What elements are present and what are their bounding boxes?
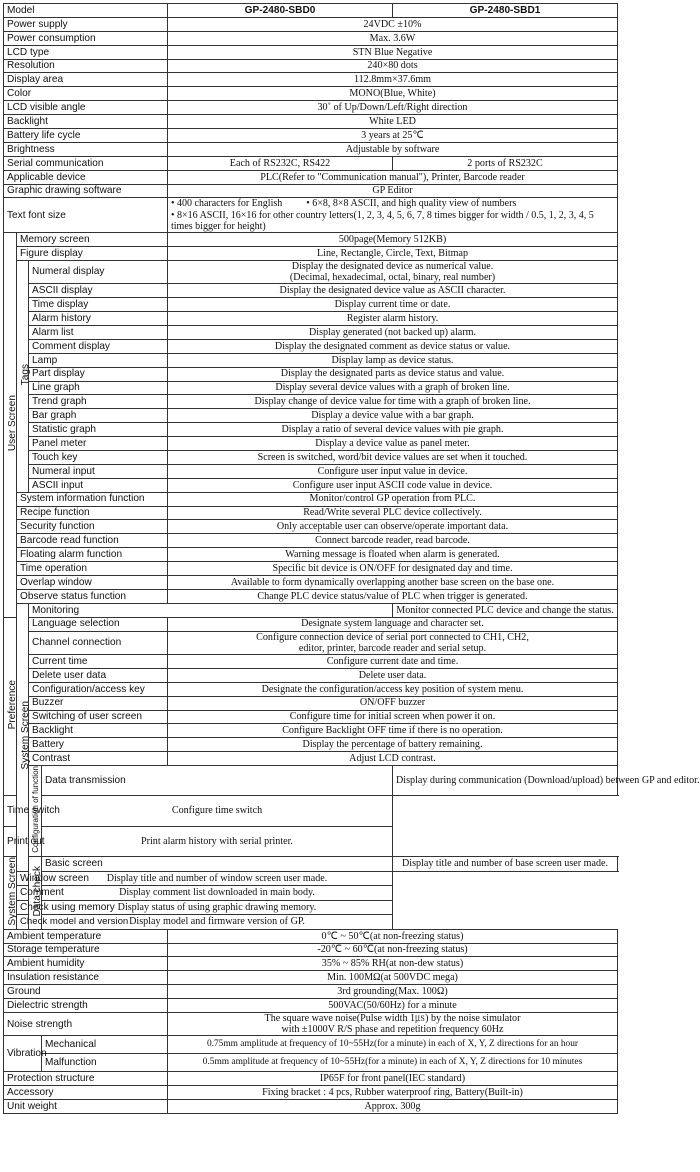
spec-row [4, 668, 618, 682]
spec-label: Numeral display [29, 260, 168, 283]
spec-row [4, 31, 618, 45]
vibration-sub-label: Mechanical [42, 1036, 168, 1054]
spec-value: Display comment list downloaded in main body. [42, 886, 393, 901]
spec-row [4, 367, 618, 381]
spec-value: White LED [168, 115, 618, 129]
spec-label: Part display [29, 367, 168, 381]
spec-row [4, 353, 618, 367]
spec-label: Unit weight [4, 1100, 168, 1114]
spec-value: Line, Rectangle, Circle, Text, Bitmap [168, 246, 618, 260]
user-screen-group: User Screen [4, 233, 17, 618]
spec-label: Protection structure [4, 1072, 168, 1086]
spec-row [4, 45, 618, 59]
font-line: • 8×16 ASCII, 16×16 for other country letters(1, 2, 3, 4, 5, 6, 7, 8 times bigger for width / 0.5, 1, 2, 3, 4, 5 times bigger for height) [171, 209, 594, 232]
spec-value: 240×80 dots [168, 59, 618, 73]
serial-sbd1-value: 2 ports of RS232C [393, 156, 618, 170]
spec-value: Connect barcode reader, read barcode. [168, 534, 618, 548]
spec-row [4, 796, 618, 826]
spec-row [4, 943, 618, 957]
spec-value: 500VAC(50/60Hz) for a minute [168, 999, 618, 1013]
font-line: • 400 characters for English [171, 198, 283, 210]
vibration-row [4, 1036, 618, 1054]
spec-label: Switching of user screen [29, 710, 168, 724]
spec-row [4, 534, 618, 548]
data-check-screen-group: System Screen [4, 857, 17, 930]
spec-value: Configure connection device of serial port connected to CH1, CH2, editor, printer, barcode reader and serial setup. [168, 631, 618, 654]
spec-value: Display change of device value for time with a graph of broken line. [168, 395, 618, 409]
spec-row [4, 929, 618, 943]
spec-label: Data transmission [42, 766, 393, 796]
noise-row [4, 1013, 618, 1036]
spec-label: Bar graph [29, 409, 168, 423]
spec-row [4, 233, 618, 247]
spec-row [4, 381, 618, 395]
spec-value: Configure user input value in device. [168, 464, 618, 478]
config-group: Configuration of function [29, 766, 42, 857]
spec-label: Text font size [4, 198, 168, 233]
spec-value: STN Blue Negative [168, 45, 618, 59]
spec-value: Max. 3.6W [168, 31, 618, 45]
spec-label: Contrast [29, 752, 168, 766]
spec-label: Battery [29, 738, 168, 752]
spec-row [4, 562, 618, 576]
spec-label: Insulation resistance [4, 971, 168, 985]
spec-row [4, 17, 618, 31]
spec-label: Ground [4, 985, 168, 999]
spec-value: 35% ~ 85% RH(at non-dew status) [168, 957, 618, 971]
spec-label: Touch key [29, 450, 168, 464]
spec-row [4, 1072, 618, 1086]
vibration-label: Vibration [4, 1036, 42, 1072]
spec-value: Display several device values with a graph of broken line. [168, 381, 618, 395]
spec-row [4, 985, 618, 999]
spec-label: Numeral input [29, 464, 168, 478]
spec-value: 0℃ ~ 50℃(at non-freezing status) [168, 929, 618, 943]
spec-row [4, 298, 618, 312]
model-sbd1: GP-2480-SBD1 [393, 4, 618, 18]
spec-value: 0.75mm amplitude at frequency of 10~55Hz(for a minute) in each of X, Y, Z directions for an hour [168, 1036, 618, 1054]
spec-label: Alarm history [29, 312, 168, 326]
vibration-row [4, 1054, 618, 1072]
spec-value: Display a device value as panel meter. [168, 437, 618, 451]
spec-value: 30˚ of Up/Down/Left/Right direction [168, 101, 618, 115]
spec-label: LCD visible angle [4, 101, 168, 115]
spec-value: Approx. 300g [168, 1100, 618, 1114]
serial-sbd0-value: Each of RS232C, RS422 [168, 156, 393, 170]
spec-row [4, 766, 618, 796]
spec-label: Statistic graph [29, 423, 168, 437]
spec-label: Configuration/access key [29, 682, 168, 696]
spec-label: Applicable device [4, 170, 168, 184]
spec-label: Buzzer [29, 696, 168, 710]
spec-label: Trend graph [29, 395, 168, 409]
model-sbd0: GP-2480-SBD0 [168, 4, 393, 18]
spec-label: Security function [17, 520, 168, 534]
spec-row [4, 617, 618, 631]
spec-row [4, 325, 618, 339]
spec-value: PLC(Refer to "Communication manual"), Printer, Barcode reader [168, 170, 618, 184]
spec-row [4, 492, 618, 506]
spec-label: Delete user data [29, 668, 168, 682]
spec-row [4, 752, 618, 766]
spec-label: Window screen [17, 871, 42, 886]
spec-label: Ambient humidity [4, 957, 168, 971]
spec-value: Display lamp as device status. [168, 353, 618, 367]
spec-value: Display status of using graphic drawing memory. [42, 900, 393, 915]
spec-table [3, 3, 700, 1114]
spec-label: Line graph [29, 381, 168, 395]
preference-group: Preference [4, 617, 17, 796]
spec-row [4, 260, 618, 283]
spec-label: Storage temperature [4, 943, 168, 957]
spec-row [4, 589, 618, 603]
spec-value: 112.8mm×37.6mm [168, 73, 618, 87]
vibration-sub-label: Malfunction [42, 1054, 168, 1072]
spec-label: Alarm list [29, 325, 168, 339]
spec-row [4, 724, 618, 738]
spec-row [4, 857, 618, 872]
spec-row [4, 284, 618, 298]
spec-row [4, 520, 618, 534]
spec-label: Brightness [4, 142, 168, 156]
spec-value: Adjust LCD contrast. [168, 752, 618, 766]
spec-row [4, 654, 618, 668]
spec-label: Channel connection [29, 631, 168, 654]
spec-value: Display the designated parts as device status and value. [168, 367, 618, 381]
spec-row [4, 464, 618, 478]
spec-label: Figure display [17, 246, 168, 260]
spec-row [4, 87, 618, 101]
spec-value: 3 years at 25℃ [168, 129, 618, 143]
spec-value: Designate the configuration/access key position of system menu. [168, 682, 618, 696]
spec-value: Display the designated device value as ASCII character. [168, 284, 618, 298]
spec-value: Register alarm history. [168, 312, 618, 326]
spec-label: Time display [29, 298, 168, 312]
spec-value: The square wave noise(Pulse width 1㎲) by the noise simulator with ±1000V R/S phase and repetition frequency 60Hz [168, 1013, 618, 1036]
header-row [4, 4, 618, 18]
spec-label: Observe status function [17, 589, 168, 603]
spec-label: Power supply [4, 17, 168, 31]
spec-label: Lamp [29, 353, 168, 367]
spec-row [4, 682, 618, 696]
spec-row [4, 826, 618, 856]
spec-value: Designate system language and character set. [168, 617, 618, 631]
spec-label: Time switch [4, 796, 29, 826]
spec-value: Screen is switched, word/bit device values are set when it touched. [168, 450, 618, 464]
spec-label: Graphic drawing software [4, 184, 168, 198]
spec-row [4, 59, 618, 73]
spec-value: 500page(Memory 512KB) [168, 233, 618, 247]
spec-row [4, 548, 618, 562]
spec-row [4, 871, 618, 886]
spec-value: Configure current date and time. [168, 654, 618, 668]
spec-label: Time operation [17, 562, 168, 576]
spec-row [4, 395, 618, 409]
spec-label: Floating alarm function [17, 548, 168, 562]
spec-value: Fixing bracket : 4 pcs, Rubber waterproof ring, Battery(Built-in) [168, 1086, 618, 1100]
spec-value: Change PLC device status/value of PLC when trigger is generated. [168, 589, 618, 603]
spec-label: Barcode read function [17, 534, 168, 548]
spec-value: Display the designated comment as device status or value. [168, 339, 618, 353]
spec-value: Display the designated device as numerical value. (Decimal, hexadecimal, octal, binary, real number) [168, 260, 618, 283]
spec-row [4, 450, 618, 464]
spec-value: GP Editor [168, 184, 618, 198]
spec-label: Recipe function [17, 506, 168, 520]
spec-label: ASCII input [29, 478, 168, 492]
spec-row [4, 170, 618, 184]
model-label: Model [4, 4, 168, 18]
spec-value: Warning message is floated when alarm is generated. [168, 548, 618, 562]
spec-value: Configure time switch [42, 796, 393, 826]
spec-row [4, 738, 618, 752]
spec-value: Read/Write several PLC device collectively. [168, 506, 618, 520]
system-screen-group: System Screen [17, 603, 29, 871]
spec-value: Display model and firmware version of GP. [42, 915, 393, 930]
spec-row [4, 73, 618, 87]
spec-label: Panel meter [29, 437, 168, 451]
spec-value: MONO(Blue, White) [168, 87, 618, 101]
spec-value: 3rd grounding(Max. 100Ω) [168, 985, 618, 999]
spec-row [4, 101, 618, 115]
spec-value: ON/OFF buzzer [168, 696, 618, 710]
data-check-group: Data check [29, 857, 42, 930]
spec-value: Specific bit device is ON/OFF for designated day and time. [168, 562, 618, 576]
spec-label: Accessory [4, 1086, 168, 1100]
spec-row [4, 312, 618, 326]
spec-row [4, 575, 618, 589]
spec-label: Print out [4, 826, 29, 856]
spec-value: Monitor/control GP operation from PLC. [168, 492, 618, 506]
spec-row [4, 409, 618, 423]
spec-row [4, 915, 618, 930]
font-value [168, 198, 618, 233]
spec-row [4, 437, 618, 451]
spec-label: Check model and version [17, 915, 42, 930]
spec-label: Battery life cycle [4, 129, 168, 143]
spec-value: Display a device value with a bar graph. [168, 409, 618, 423]
spec-label: Dielectric strength [4, 999, 168, 1013]
spec-label: Check using memory [17, 900, 42, 915]
spec-row [4, 246, 618, 260]
spec-label: Monitoring [29, 603, 393, 617]
spec-row [4, 184, 618, 198]
spec-value: -20℃ ~ 60℃(at non-freezing status) [168, 943, 618, 957]
spec-row [4, 603, 618, 617]
spec-value: IP65F for front panel(IEC standard) [168, 1072, 618, 1086]
spec-label: Comment display [29, 339, 168, 353]
spec-label: Current time [29, 654, 168, 668]
spec-label: Memory screen [17, 233, 168, 247]
spec-row [4, 478, 618, 492]
spec-label: Power consumption [4, 31, 168, 45]
spec-row [4, 115, 618, 129]
serial-row [4, 156, 618, 170]
spec-value: Display the percentage of battery remaining. [168, 738, 618, 752]
spec-value: 24VDC ±10% [168, 17, 618, 31]
spec-label: Resolution [4, 59, 168, 73]
spec-row [4, 696, 618, 710]
spec-label: Overlap window [17, 575, 168, 589]
spec-label: Comment [17, 886, 42, 901]
spec-value: Display a ratio of several device values with pie graph. [168, 423, 618, 437]
spec-row [4, 423, 618, 437]
spec-value: Configure Backlight OFF time if there is no operation. [168, 724, 618, 738]
spec-label: Basic screen [42, 857, 393, 872]
spec-value: Delete user data. [168, 668, 618, 682]
spec-label: ASCII display [29, 284, 168, 298]
spec-row [4, 1100, 618, 1114]
spec-value: Print alarm history with serial printer. [42, 826, 393, 856]
font-line: • 6×8, 8×8 ASCII, and high quality view of numbers [306, 198, 517, 210]
spec-value: Adjustable by software [168, 142, 618, 156]
spec-row [4, 900, 618, 915]
font-row [4, 198, 618, 233]
spec-row [4, 506, 618, 520]
spec-value: Monitor connected PLC device and change the status. [393, 603, 618, 617]
spec-row [4, 142, 618, 156]
spec-label: Serial communication [4, 156, 168, 170]
spec-value: Display title and number of base screen user made. [393, 857, 618, 872]
spec-value: Configure user input ASCII code value in device. [168, 478, 618, 492]
tags-group: Tags [17, 260, 29, 492]
spec-value: Display during communication (Download/upload) between GP and editor. [393, 766, 618, 796]
spec-value: Display current time or date. [168, 298, 618, 312]
spec-label: System information function [17, 492, 168, 506]
spec-row [4, 957, 618, 971]
spec-value: Available to form dynamically overlapping another base screen on the base one. [168, 575, 618, 589]
spec-row [4, 1086, 618, 1100]
spec-label: Backlight [4, 115, 168, 129]
spec-value: 0.5mm amplitude at frequency of 10~55Hz(for a minute) in each of X, Y, Z directions for 10 minutes [168, 1054, 618, 1072]
spec-label: Display area [4, 73, 168, 87]
spec-value: Min. 100MΩ(at 500VDC mega) [168, 971, 618, 985]
spec-label: Ambient temperature [4, 929, 168, 943]
spec-label: Color [4, 87, 168, 101]
spec-row [4, 129, 618, 143]
spec-value: Display title and number of window screen user made. [42, 871, 393, 886]
spec-label: Language selection [29, 617, 168, 631]
spec-row [4, 339, 618, 353]
spec-row [4, 999, 618, 1013]
spec-label: Noise strength [4, 1013, 168, 1036]
spec-value: Configure time for initial screen when power it on. [168, 710, 618, 724]
spec-label: Backlight [29, 724, 168, 738]
spec-row [4, 886, 618, 901]
spec-row [4, 710, 618, 724]
spec-row [4, 971, 618, 985]
spec-value: Only acceptable user can observe/operate important data. [168, 520, 618, 534]
spec-value: Display generated (not backed up) alarm. [168, 325, 618, 339]
spec-label: LCD type [4, 45, 168, 59]
spec-row [4, 631, 618, 654]
